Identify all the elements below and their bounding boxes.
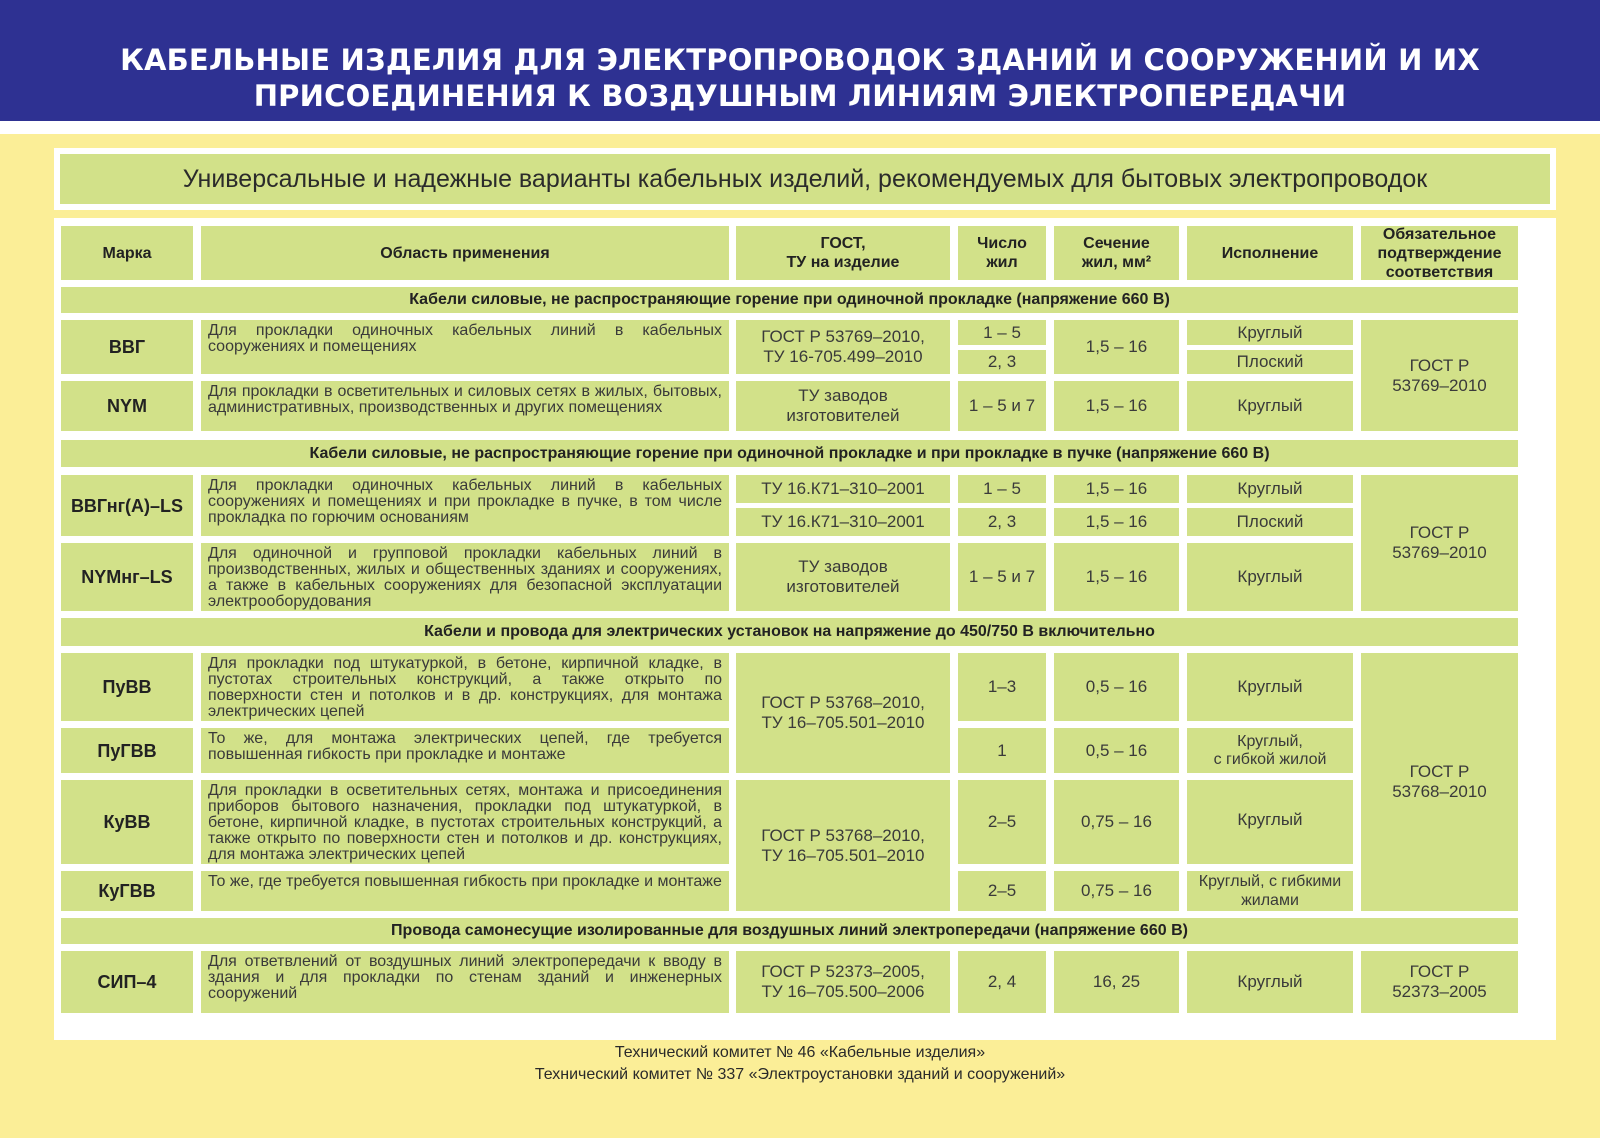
cable-cores-kugvv: 2–5 — [958, 871, 1046, 911]
confirm-sip4: ГОСТ Р 52373–2005 — [1361, 951, 1518, 1013]
cable-cores-nym: 1 – 5 и 7 — [958, 381, 1046, 431]
cable-design-pugvv: Круглый, с гибкой жилой — [1187, 728, 1353, 773]
cable-area-text: То же, для монтажа электрических цепей, где требуется повышенная гибкость при прокладке и монтаже — [208, 730, 722, 763]
cable-table — [54, 218, 1556, 1040]
cable-section-vvgng-round: 1,5 – 16 — [1054, 475, 1179, 503]
cable-area-nym — [201, 381, 729, 431]
cable-design-kuvv: Круглый — [1187, 780, 1353, 864]
column-header-area: Область применения — [201, 226, 729, 280]
cable-cores-vvg-flat: 2, 3 — [958, 350, 1046, 374]
cable-mark-sip4: СИП–4 — [61, 951, 193, 1013]
cable-section-vvg: 1,5 – 16 — [1054, 320, 1179, 374]
cable-mark-pugvv: ПуГВВ — [61, 728, 193, 773]
cable-mark-kuvv: КуВВ — [61, 780, 193, 864]
cable-design-nym: Круглый — [1187, 381, 1353, 431]
cable-design-kugvv: Круглый, с гибкими жилами — [1187, 871, 1353, 911]
footer-committee-337: Технический комитет № 337 «Электроустановки зданий и сооружений» — [534, 1066, 1066, 1083]
column-header-confirm: Обязательное подтверждение соответствия — [1361, 226, 1518, 280]
cable-section-nymng: 1,5 – 16 — [1054, 543, 1179, 611]
cable-gost-sip4: ГОСТ Р 52373–2005, ТУ 16–705.500–2006 — [736, 951, 950, 1013]
section-heading: Кабели и провода для электрических установок на напряжение до 450/750 В включительно — [61, 618, 1518, 646]
cable-mark-kugvv: КуГВВ — [61, 871, 193, 911]
cable-area-text: Для прокладки одиночных кабельных линий в кабельных сооружениях и помещениях и при прокладке в пучке, в том числе прокладка по горючим основаниям — [208, 477, 722, 526]
cable-area-text: Для прокладки в осветительных сетях, монтажа и присоединения приборов бытового назначения, прокладки под штукатуркой, в бетоне, кирпичной кладке, в пустотах строительных конструкций, а также открыто по поверхности стен и потолков и др. конструкциях, для монтажа электрических цепей — [208, 782, 722, 863]
cable-cores-vvgng-round: 1 – 5 — [958, 475, 1046, 503]
cable-area-text: Для ответвлений от воздушных линий электропередачи к вводу в здания и для прокладки по стенам зданий и инженерных сооружений — [208, 953, 722, 1002]
cable-section-sip4: 16, 25 — [1054, 951, 1179, 1013]
cable-section-vvgng-flat: 1,5 – 16 — [1054, 508, 1179, 536]
cable-gost-nym: ТУ заводов изготовителей — [736, 381, 950, 431]
confirm-group-3: ГОСТ Р 53768–2010 — [1361, 653, 1518, 911]
cable-mark-vvg: ВВГ — [61, 320, 193, 374]
cable-area-text: Для одиночной и групповой прокладки кабельных линий в производственных, жилых и общественных зданиях и сооружениях, а также в кабельных сооружениях для безопасной эксплуатации электрооборудования — [208, 545, 722, 610]
cable-gost-pu-group: ГОСТ Р 53768–2010, ТУ 16–705.501–2010 — [736, 653, 950, 773]
cable-cores-nymng: 1 – 5 и 7 — [958, 543, 1046, 611]
cable-design-sip4: Круглый — [1187, 951, 1353, 1013]
cable-area-text: Для прокладки одиночных кабельных линий в кабельных сооружениях и помещениях — [208, 322, 722, 355]
cable-gost-vvgng-flat: ТУ 16.К71–310–2001 — [736, 508, 950, 536]
cable-design-puvv: Круглый — [1187, 653, 1353, 721]
cable-section-kugvv: 0,75 – 16 — [1054, 871, 1179, 911]
cable-section-kuvv: 0,75 – 16 — [1054, 780, 1179, 864]
cable-cores-vvg-round: 1 – 5 — [958, 320, 1046, 345]
page-title-line-1: КАБЕЛЬНЫЕ ИЗДЕЛИЯ ДЛЯ ЭЛЕКТРОПРОВОДОК ЗДАНИЙ И СООРУЖЕНИЙ И ИХ — [120, 43, 1480, 77]
column-header-section: Сечение жил, мм² — [1054, 226, 1179, 280]
cable-cores-vvgng-flat: 2, 3 — [958, 508, 1046, 536]
cable-design-vvg-round: Круглый — [1187, 320, 1353, 345]
cable-gost-nymng: ТУ заводов изготовителей — [736, 543, 950, 611]
cable-mark-nym: NYM — [61, 381, 193, 431]
cable-area-sip4 — [201, 951, 729, 1013]
column-header-cores: Число жил — [958, 226, 1046, 280]
confirm-group-2: ГОСТ Р 53769–2010 — [1361, 475, 1518, 611]
cable-mark-nymng: NYMнг–LS — [61, 543, 193, 611]
page-header — [0, 0, 1600, 121]
cable-area-kuvv — [201, 780, 729, 864]
header-divider — [0, 121, 1600, 134]
cable-mark-vvgng: ВВГнг(А)–LS — [61, 475, 193, 536]
subtitle-frame — [54, 148, 1556, 210]
section-heading: Кабели силовые, не распространяющие горение при одиночной прокладке и при прокладке в пучке (напряжение 660 В) — [61, 440, 1518, 467]
cable-area-pugvv — [201, 728, 729, 773]
cable-section-pugvv: 0,5 – 16 — [1054, 728, 1179, 773]
cable-area-kugvv — [201, 871, 729, 911]
cable-area-puvv — [201, 653, 729, 721]
cable-gost-vvgng-round: ТУ 16.К71–310–2001 — [736, 475, 950, 503]
cable-section-nym: 1,5 – 16 — [1054, 381, 1179, 431]
cable-area-vvgng — [201, 475, 729, 536]
footer-committee-46: Технический комитет № 46 «Кабельные изделия» — [614, 1044, 986, 1061]
section-heading: Кабели силовые, не распространяющие горение при одиночной прокладке (напряжение 660 В) — [61, 287, 1518, 313]
page-title-line-2: ПРИСОЕДИНЕНИЯ К ВОЗДУШНЫМ ЛИНИЯМ ЭЛЕКТРОПЕРЕДАЧИ — [253, 79, 1347, 113]
cable-cores-puvv: 1–3 — [958, 653, 1046, 721]
column-header-gost: ГОСТ, ТУ на изделие — [736, 226, 950, 280]
cable-cores-pugvv: 1 — [958, 728, 1046, 773]
cable-cores-sip4: 2, 4 — [958, 951, 1046, 1013]
cable-gost-ku-group: ГОСТ Р 53768–2010, ТУ 16–705.501–2010 — [736, 780, 950, 911]
cable-section-puvv: 0,5 – 16 — [1054, 653, 1179, 721]
column-header-mark: Марка — [61, 226, 193, 280]
cable-design-vvgng-flat: Плоский — [1187, 508, 1353, 536]
cable-design-vvg-flat: Плоский — [1187, 350, 1353, 374]
cable-cores-kuvv: 2–5 — [958, 780, 1046, 864]
cable-area-nymng — [201, 543, 729, 611]
cable-mark-puvv: ПуВВ — [61, 653, 193, 721]
confirm-group-1: ГОСТ Р 53769–2010 — [1361, 320, 1518, 431]
subtitle: Универсальные и надежные варианты кабельных изделий, рекомендуемых для бытовых электропроводок — [60, 154, 1550, 204]
column-header-design: Исполнение — [1187, 226, 1353, 280]
cable-area-text: Для прокладки под штукатуркой, в бетоне, кирпичной кладке, в пустотах строительных конструкций, а также открыто по поверхности стен и потолков и в др. конструкциях, для монтажа электрических цепей — [208, 655, 722, 720]
cable-design-vvgng-round: Круглый — [1187, 475, 1353, 503]
cable-gost-vvg: ГОСТ Р 53769–2010, ТУ 16-705.499–2010 — [736, 320, 950, 374]
section-heading: Провода самонесущие изолированные для воздушных линий электропередачи (напряжение 660 В) — [61, 918, 1518, 944]
cable-area-text: То же, где требуется повышенная гибкость при прокладке и монтаже — [208, 873, 722, 890]
cable-area-text: Для прокладки в осветительных и силовых сетях в жилых, бытовых, административных, производственных и других помещениях — [208, 383, 722, 416]
cable-area-vvg — [201, 320, 729, 374]
cable-design-nymng: Круглый — [1187, 543, 1353, 611]
